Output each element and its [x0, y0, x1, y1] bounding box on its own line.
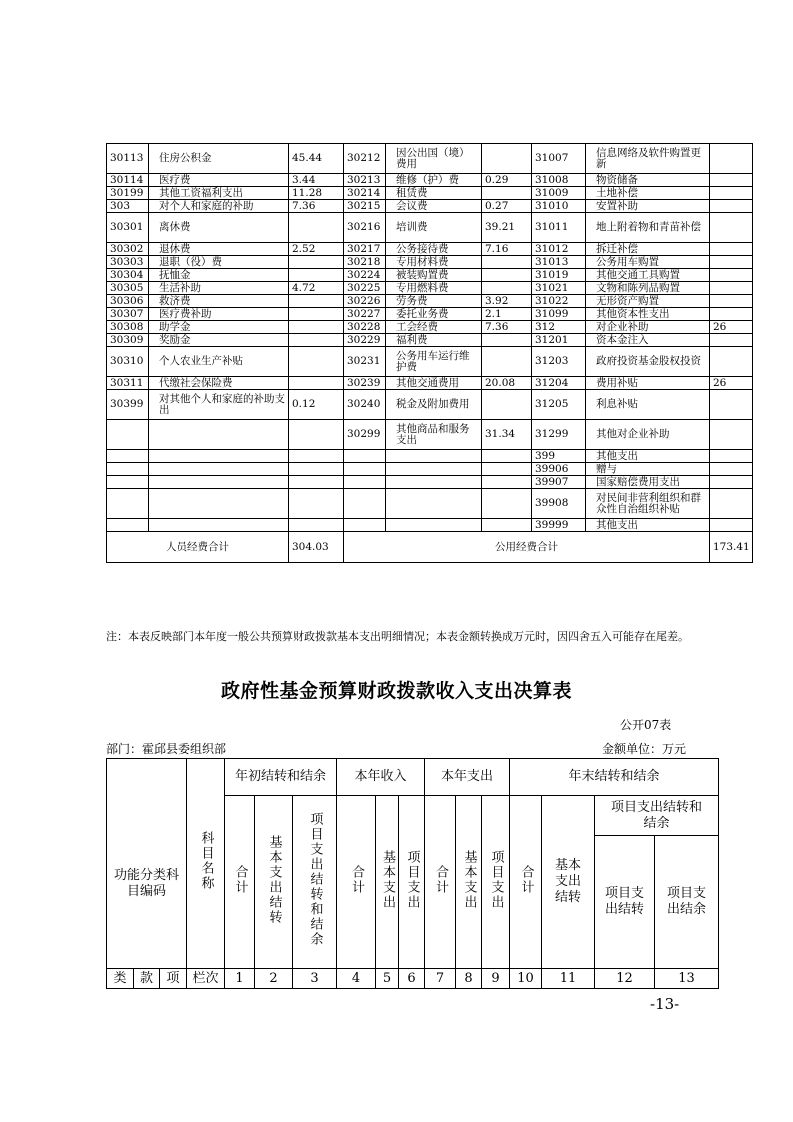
table-cell: 31009: [532, 187, 586, 200]
table-row: [107, 174, 753, 187]
header-end-total: 合计: [510, 796, 542, 969]
fund-budget-table: [106, 758, 719, 989]
table-cell: 物资储备: [586, 174, 710, 187]
table-cell: [289, 420, 344, 450]
table-cell: 31008: [532, 174, 586, 187]
table-cell: 30228: [344, 321, 386, 334]
table-cell: 土地补偿: [586, 187, 710, 200]
table-cell: 30304: [107, 269, 149, 282]
header-end-project-group: 项目支出结转和结余: [595, 796, 719, 836]
table-cell: [289, 321, 344, 334]
table-cell: 住房公积金: [149, 144, 289, 174]
table-cell: 其他支出: [586, 450, 710, 463]
table-cell: [710, 269, 753, 282]
table-cell: [344, 476, 386, 489]
table-row: [107, 476, 753, 489]
table-cell: [482, 144, 532, 174]
table-cell: 39999: [532, 519, 586, 532]
table-cell: 31010: [532, 200, 586, 213]
table-cell: 0.12: [289, 390, 344, 420]
table-cell: [710, 489, 753, 519]
table-cell: 39906: [532, 463, 586, 476]
table-row: [107, 187, 753, 200]
table-cell: [482, 347, 532, 377]
table-cell: [289, 269, 344, 282]
department-label: 部门：霍邱县委组织部: [106, 742, 227, 756]
table-cell: 399: [532, 450, 586, 463]
table-cell: 30227: [344, 308, 386, 321]
col-number: 6: [399, 969, 425, 989]
table-cell: 303: [107, 200, 149, 213]
table-cell: [710, 390, 753, 420]
table-cell: [344, 519, 386, 532]
table-cell: [386, 519, 482, 532]
table-cell: 30309: [107, 334, 149, 347]
table-cell: 30310: [107, 347, 149, 377]
table-cell: 抚恤金: [149, 269, 289, 282]
table-cell: [482, 476, 532, 489]
table-cell: 工会经费: [386, 321, 482, 334]
table-cell: [149, 476, 289, 489]
table-cell: 地上附着物和青苗补偿: [586, 213, 710, 243]
table-cell: 医疗费: [149, 174, 289, 187]
table-cell: [344, 450, 386, 463]
table-cell: 国家赔偿费用支出: [586, 476, 710, 489]
table-cell: 费用补贴: [586, 377, 710, 390]
table-cell: [289, 256, 344, 269]
table-cell: 30218: [344, 256, 386, 269]
table-cell: 30240: [344, 390, 386, 420]
table-cell: [710, 144, 753, 174]
table-cell: 7.16: [482, 243, 532, 256]
col-number: 13: [655, 969, 719, 989]
table-cell: 26: [710, 377, 753, 390]
table-cell: 31011: [532, 213, 586, 243]
table-cell: [107, 489, 149, 519]
table-cell: [289, 476, 344, 489]
table-cell: 退休费: [149, 243, 289, 256]
table-cell: [482, 334, 532, 347]
table-cell: [710, 243, 753, 256]
header-begin-total: 合计: [225, 796, 255, 969]
table-row: [107, 489, 753, 519]
table-cell: 资本金注入: [586, 334, 710, 347]
table-cell: [149, 489, 289, 519]
table-cell: [289, 213, 344, 243]
table-cell: 30213: [344, 174, 386, 187]
header-year-expense: 本年支出: [425, 759, 510, 796]
table-cell: 26: [710, 321, 753, 334]
table-cell: 30215: [344, 200, 386, 213]
table-cell: [710, 187, 753, 200]
header-expense-total: 合计: [425, 796, 456, 969]
table-cell: 39908: [532, 489, 586, 519]
table-cell: [710, 174, 753, 187]
table-cell: 45.44: [289, 144, 344, 174]
table-cell: 7.36: [482, 321, 532, 334]
table-cell: 30299: [344, 420, 386, 450]
table-cell: 生活补助: [149, 282, 289, 295]
table-cell: [482, 519, 532, 532]
personnel-total-value: 304.03: [289, 532, 344, 563]
table-cell: [482, 450, 532, 463]
table-cell: 因公出国（境）费用: [386, 144, 482, 174]
column-number-row: [107, 969, 719, 989]
table-row: [107, 519, 753, 532]
public-total-label: 公用经费合计: [344, 532, 710, 563]
totals-row: [107, 532, 753, 563]
table-row: [107, 308, 753, 321]
table-cell: 专用材料费: [386, 256, 482, 269]
table-cell: 30114: [107, 174, 149, 187]
header-income-total: 合计: [337, 796, 376, 969]
table-cell: 31007: [532, 144, 586, 174]
table-cell: 30231: [344, 347, 386, 377]
table-cell: 对民间非营利组织和群众性自治组织补贴: [586, 489, 710, 519]
table-cell: 公务用车运行维护费: [386, 347, 482, 377]
table-cell: 其他商品和服务支出: [386, 420, 482, 450]
table-cell: 3.92: [482, 295, 532, 308]
table-cell: 39.21: [482, 213, 532, 243]
table-cell: 31099: [532, 308, 586, 321]
col-number: 10: [510, 969, 542, 989]
table-row: [107, 463, 753, 476]
table-cell: 利息补贴: [586, 390, 710, 420]
col-number: 1: [225, 969, 255, 989]
table-cell: [710, 519, 753, 532]
table-row: [107, 347, 753, 377]
table-cell: 30214: [344, 187, 386, 200]
amount-unit-label: 金额单位：万元: [602, 742, 687, 756]
table-cell: 离休费: [149, 213, 289, 243]
table-cell: 31013: [532, 256, 586, 269]
table-cell: [386, 489, 482, 519]
table-cell: [710, 295, 753, 308]
header-income-project: 项目支出: [399, 796, 425, 969]
table-cell: 会议费: [386, 200, 482, 213]
table-cell: 30217: [344, 243, 386, 256]
table-cell: 30303: [107, 256, 149, 269]
table-cell: 其他资本性支出: [586, 308, 710, 321]
table-cell: 0.29: [482, 174, 532, 187]
table-cell: [344, 489, 386, 519]
table-cell: 公务用车购置: [586, 256, 710, 269]
table-row: [107, 200, 753, 213]
table-cell: 30113: [107, 144, 149, 174]
col-number: 2: [255, 969, 293, 989]
table-cell: 维修（护）费: [386, 174, 482, 187]
table-row: [107, 269, 753, 282]
table-row: [107, 282, 753, 295]
table-cell: [107, 420, 149, 450]
table-cell: 被装购置费: [386, 269, 482, 282]
table-cell: 30306: [107, 295, 149, 308]
table-cell: 30301: [107, 213, 149, 243]
table-cell: 30216: [344, 213, 386, 243]
table-cell: [289, 377, 344, 390]
table-cell: [386, 463, 482, 476]
table-cell: 专用燃料费: [386, 282, 482, 295]
table-cell: [149, 450, 289, 463]
table-cell: [482, 269, 532, 282]
table-cell: 拆迁补偿: [586, 243, 710, 256]
table-cell: 政府投资基金股权投资: [586, 347, 710, 377]
table-cell: [107, 519, 149, 532]
table-cell: [107, 450, 149, 463]
header-expense-project: 项目支出: [482, 796, 510, 969]
table-cell: 赠与: [586, 463, 710, 476]
table-cell: 对个人和家庭的补助: [149, 200, 289, 213]
table-cell: 31205: [532, 390, 586, 420]
table-row: [107, 243, 753, 256]
table-cell: [710, 476, 753, 489]
table-cell: 30307: [107, 308, 149, 321]
table-cell: 信息网络及软件购置更新: [586, 144, 710, 174]
table-cell: 30225: [344, 282, 386, 295]
table-cell: [710, 282, 753, 295]
col-number: 7: [425, 969, 456, 989]
table-cell: [482, 390, 532, 420]
row-label-lei: 类: [107, 969, 134, 989]
header-end-balance: 年末结转和结余: [510, 759, 719, 796]
table-row: [107, 321, 753, 334]
table-cell: [710, 450, 753, 463]
header-begin-basic-carry: 基本支出结转: [255, 796, 293, 969]
table-cell: 30311: [107, 377, 149, 390]
table-cell: 30229: [344, 334, 386, 347]
table-cell: [710, 420, 753, 450]
page-number: -13-: [650, 995, 680, 1013]
table-row: [107, 256, 753, 269]
table-cell: 7.36: [289, 200, 344, 213]
table-cell: 对其他个人和家庭的补助支出: [149, 390, 289, 420]
col-number: 4: [337, 969, 376, 989]
table-cell: [289, 519, 344, 532]
table-cell: [107, 476, 149, 489]
table-cell: [482, 282, 532, 295]
header-subject-name: 科目名称: [187, 759, 225, 969]
table-cell: 个人农业生产补贴: [149, 347, 289, 377]
header-year-income: 本年收入: [337, 759, 425, 796]
table-cell: [289, 463, 344, 476]
table-cell: 30399: [107, 390, 149, 420]
table-cell: 312: [532, 321, 586, 334]
table-cell: 福利费: [386, 334, 482, 347]
table-row: [107, 213, 753, 243]
table-cell: 奖励金: [149, 334, 289, 347]
table-cell: 2.1: [482, 308, 532, 321]
table-cell: 培训费: [386, 213, 482, 243]
table-row: [107, 334, 753, 347]
table-cell: [289, 489, 344, 519]
table-cell: [149, 519, 289, 532]
table-cell: 30212: [344, 144, 386, 174]
table-cell: [386, 476, 482, 489]
table-cell: 20.08: [482, 377, 532, 390]
table-cell: 安置补助: [586, 200, 710, 213]
table-cell: [482, 187, 532, 200]
col-number: 12: [595, 969, 655, 989]
table-cell: [289, 308, 344, 321]
row-label-kuan: 款: [134, 969, 160, 989]
table-cell: 31201: [532, 334, 586, 347]
table-number: 公开07表: [620, 718, 672, 732]
table-cell: 税金及附加费用: [386, 390, 482, 420]
table-cell: [710, 200, 753, 213]
table-cell: [289, 295, 344, 308]
header-end-project-carry: 项目支出结转: [595, 836, 655, 969]
table-cell: 文物和陈列品购置: [586, 282, 710, 295]
table-cell: 31204: [532, 377, 586, 390]
basic-expenditure-detail-table: [106, 143, 753, 563]
table-cell: 租赁费: [386, 187, 482, 200]
table-cell: 劳务费: [386, 295, 482, 308]
table-cell: 11.28: [289, 187, 344, 200]
header-end-basic-carry: 基本支出结转: [542, 796, 595, 969]
header-function-code: 功能分类科目编码: [107, 759, 187, 969]
table-cell: [289, 450, 344, 463]
table-cell: [149, 420, 289, 450]
table-cell: 31019: [532, 269, 586, 282]
table-cell: [107, 463, 149, 476]
table-cell: 4.72: [289, 282, 344, 295]
table-cell: [710, 213, 753, 243]
table-cell: [289, 347, 344, 377]
table-cell: 30226: [344, 295, 386, 308]
col-number: 9: [482, 969, 510, 989]
table-cell: 31203: [532, 347, 586, 377]
table-row: [107, 390, 753, 420]
table-cell: 30302: [107, 243, 149, 256]
table-cell: 3.44: [289, 174, 344, 187]
table-cell: 其他支出: [586, 519, 710, 532]
table-row: [107, 450, 753, 463]
table-cell: 无形资产购置: [586, 295, 710, 308]
table-cell: 31.34: [482, 420, 532, 450]
table-cell: 31299: [532, 420, 586, 450]
row-label-lanci: 栏次: [187, 969, 225, 989]
header-income-basic: 基本支出: [376, 796, 399, 969]
table-row: [107, 420, 753, 450]
table-row: [107, 295, 753, 308]
table-cell: [710, 347, 753, 377]
header-begin-balance: 年初结转和结余: [225, 759, 337, 796]
table-cell: [149, 463, 289, 476]
table-cell: 退职（役）费: [149, 256, 289, 269]
table-cell: 2.52: [289, 243, 344, 256]
table-cell: [482, 489, 532, 519]
table-cell: 其他对企业补助: [586, 420, 710, 450]
table-cell: [482, 256, 532, 269]
page-title: 政府性基金预算财政拨款收入支出决算表: [220, 680, 572, 702]
col-number: 11: [542, 969, 595, 989]
table-cell: 30199: [107, 187, 149, 200]
table-cell: 30305: [107, 282, 149, 295]
table-cell: [710, 256, 753, 269]
col-number: 3: [293, 969, 337, 989]
table-cell: [710, 308, 753, 321]
table-cell: [710, 334, 753, 347]
table-cell: 30224: [344, 269, 386, 282]
header-end-project-balance: 项目支出结余: [655, 836, 719, 969]
row-label-xiang: 项: [160, 969, 187, 989]
table-cell: 助学金: [149, 321, 289, 334]
table-cell: 30308: [107, 321, 149, 334]
table-cell: 31012: [532, 243, 586, 256]
table-cell: 公务接待费: [386, 243, 482, 256]
table-row: [107, 144, 753, 174]
table-cell: 30239: [344, 377, 386, 390]
table-cell: 对企业补助: [586, 321, 710, 334]
public-total-value: 173.41: [710, 532, 753, 563]
table-cell: [710, 463, 753, 476]
table-cell: 31021: [532, 282, 586, 295]
table-cell: 39907: [532, 476, 586, 489]
header-expense-basic: 基本支出: [456, 796, 482, 969]
table-note: 注：本表反映部门本年度一般公共预算财政拨款基本支出明细情况；本表金额转换成万元时，因四舍五入可能存在尾差。: [106, 630, 689, 643]
table-cell: 其他工资福利支出: [149, 187, 289, 200]
header-begin-project-carry: 项目支出结转和结余: [293, 796, 337, 969]
table-cell: [482, 463, 532, 476]
table-cell: 救济费: [149, 295, 289, 308]
col-number: 5: [376, 969, 399, 989]
table-cell: [344, 463, 386, 476]
col-number: 8: [456, 969, 482, 989]
table-row: [107, 377, 753, 390]
table-cell: 其他交通费用: [386, 377, 482, 390]
table-cell: [289, 334, 344, 347]
table-cell: [386, 450, 482, 463]
table-cell: 31022: [532, 295, 586, 308]
table-cell: 0.27: [482, 200, 532, 213]
table-cell: 代缴社会保险费: [149, 377, 289, 390]
table-cell: 医疗费补助: [149, 308, 289, 321]
table-cell: 委托业务费: [386, 308, 482, 321]
personnel-total-label: 人员经费合计: [107, 532, 289, 563]
table-cell: 其他交通工具购置: [586, 269, 710, 282]
